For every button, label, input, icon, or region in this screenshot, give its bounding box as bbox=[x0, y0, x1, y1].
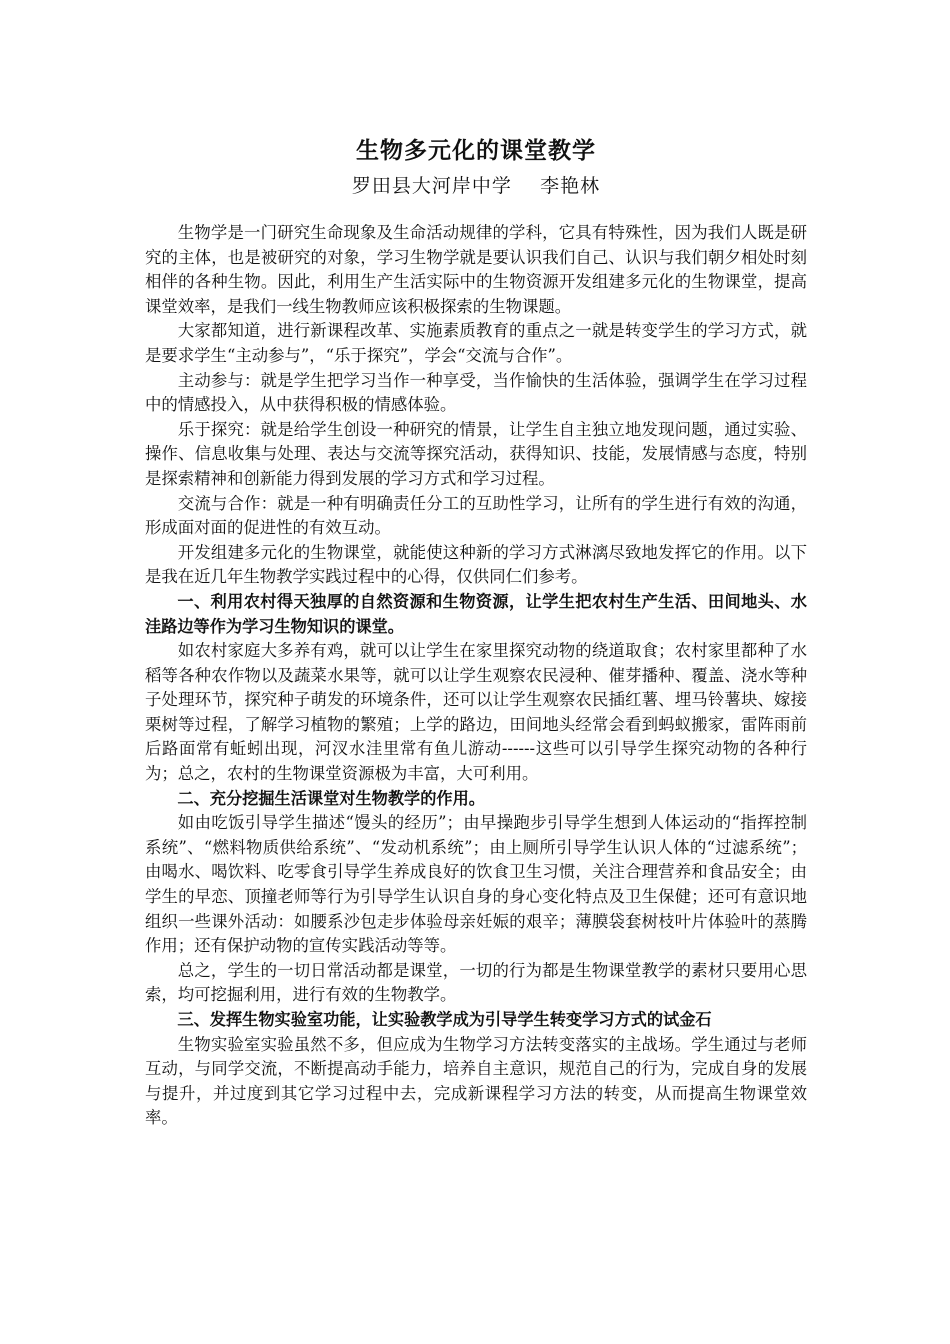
paragraph: 大家都知道，进行新课程改革、实施素质教育的重点之一就是转变学生的学习方式，就是要求学生“主动参与”，“乐于探究”，学会“交流与合作”。 bbox=[145, 321, 807, 365]
paragraph: 如农村家庭大多养有鸡，就可以让学生在家里探究动物的绕道取食；农村家里都种了水稻等各种农作物以及蔬菜水果等，就可以让学生观察农民浸种、催芽播种、覆盖、浇水等种子处理环节，探究种子萌发的环境条件，还可以让学生观察农民插红薯、埋马铃薯块、嫁接栗树等过程，了解学习植物的繁殖；上学的路边，田间地头经常会看到蚂蚁搬家，雷阵雨前后路面常有蚯蚓出现，河汊水洼里常有鱼儿游动------这些可以引导学生探究动物的各种行为；总之，农村的生物课堂资源极为丰富，大可利用。 bbox=[145, 641, 807, 784]
paragraph: 主动参与：就是学生把学习当作一种享受，当作愉快的生活体验，强调学生在学习过程中的情感投入，从中获得积极的情感体验。 bbox=[145, 370, 807, 415]
paragraph: 开发组建多元化的生物课堂，就能使这种新的学习方式淋漓尽致地发挥它的作用。以下是我在近几年生物教学实践过程中的心得，仅供同仁们参考。 bbox=[145, 542, 807, 587]
author-line: 罗田县大河岸中学 李艳林 bbox=[351, 175, 601, 197]
paragraph: 生物学是一门研究生命现象及生命活动规律的学科，它具有特殊性，因为我们人既是研究的主体，也是被研究的对象，学习生物学就是要认识我们自己、认识与我们朝夕相处时刻相伴的各种生物。因此，利用生产生活实际中的生物资源开发组建多元化的生物课堂，提高课堂效率，是我们一线生物教师应该积极探索的生物课题。 bbox=[145, 223, 807, 316]
paragraph: 生物实验室实验虽然不多，但应成为生物学习方法转变落实的主战场。学生通过与老师互动，与同学交流，不断提高动手能力，培养自主意识，规范自己的行为，完成自身的发展与提升，并过度到其它学习过程中去，完成新课程学习方法的转变，从而提高生物课堂效率。 bbox=[145, 1034, 807, 1128]
section-heading: 三、发挥生物实验室功能，让实验教学成为引导学生转变学习方式的试金石 bbox=[177, 1010, 712, 1029]
paragraph: 如由吃饭引导学生描述“馒头的经历”；由早操跑步引导学生想到人体运动的“指挥控制系统”、“燃料物质供给系统”、“发动机系统”；由上厕所引导学生认识人体的“过滤系统”；由喝水、喝饮料、吃零食引导学生养成良好的饮食卫生习惯，关注合理营养和食品安全；由学生的早恋、顶撞老师等行为引导学生认识自身的身心变化特点及卫生保健；还可有意识地组织一些课外活动：如腰系沙包走步体验母亲妊娠的艰辛；薄膜袋套树枝叶片体验叶的蒸腾作用；还有保护动物的宣传实践活动等等。 bbox=[145, 813, 807, 956]
document-title: 生物多元化的课堂教学 bbox=[356, 138, 596, 164]
paragraph: 交流与合作：就是一种有明确责任分工的互助性学习，让所有的学生进行有效的沟通，形成面对面的促进性的有效互动。 bbox=[145, 493, 807, 538]
document-body bbox=[145, 221, 807, 1131]
paragraph: 总之，学生的一切日常活动都是课堂，一切的行为都是生物课堂教学的素材只要用心思索，均可挖掘利用，进行有效的生物教学。 bbox=[145, 960, 807, 1005]
paragraph: 乐于探究：就是给学生创设一种研究的情景，让学生自主独立地发现问题，通过实验、操作、信息收集与处理、表达与交流等探究活动，获得知识、技能，发展情感与态度，特别是探索精神和创新能力得到发展的学习方式和学习过程。 bbox=[145, 419, 807, 488]
document-page bbox=[145, 135, 807, 1131]
section-heading: 二、充分挖掘生活课堂对生物教学的作用。 bbox=[177, 788, 485, 808]
section-heading: 一、利用农村得天独厚的自然资源和生物资源，让学生把农村生产生活、田间地头、水洼路边等作为学习生物知识的课堂。 bbox=[145, 591, 807, 636]
